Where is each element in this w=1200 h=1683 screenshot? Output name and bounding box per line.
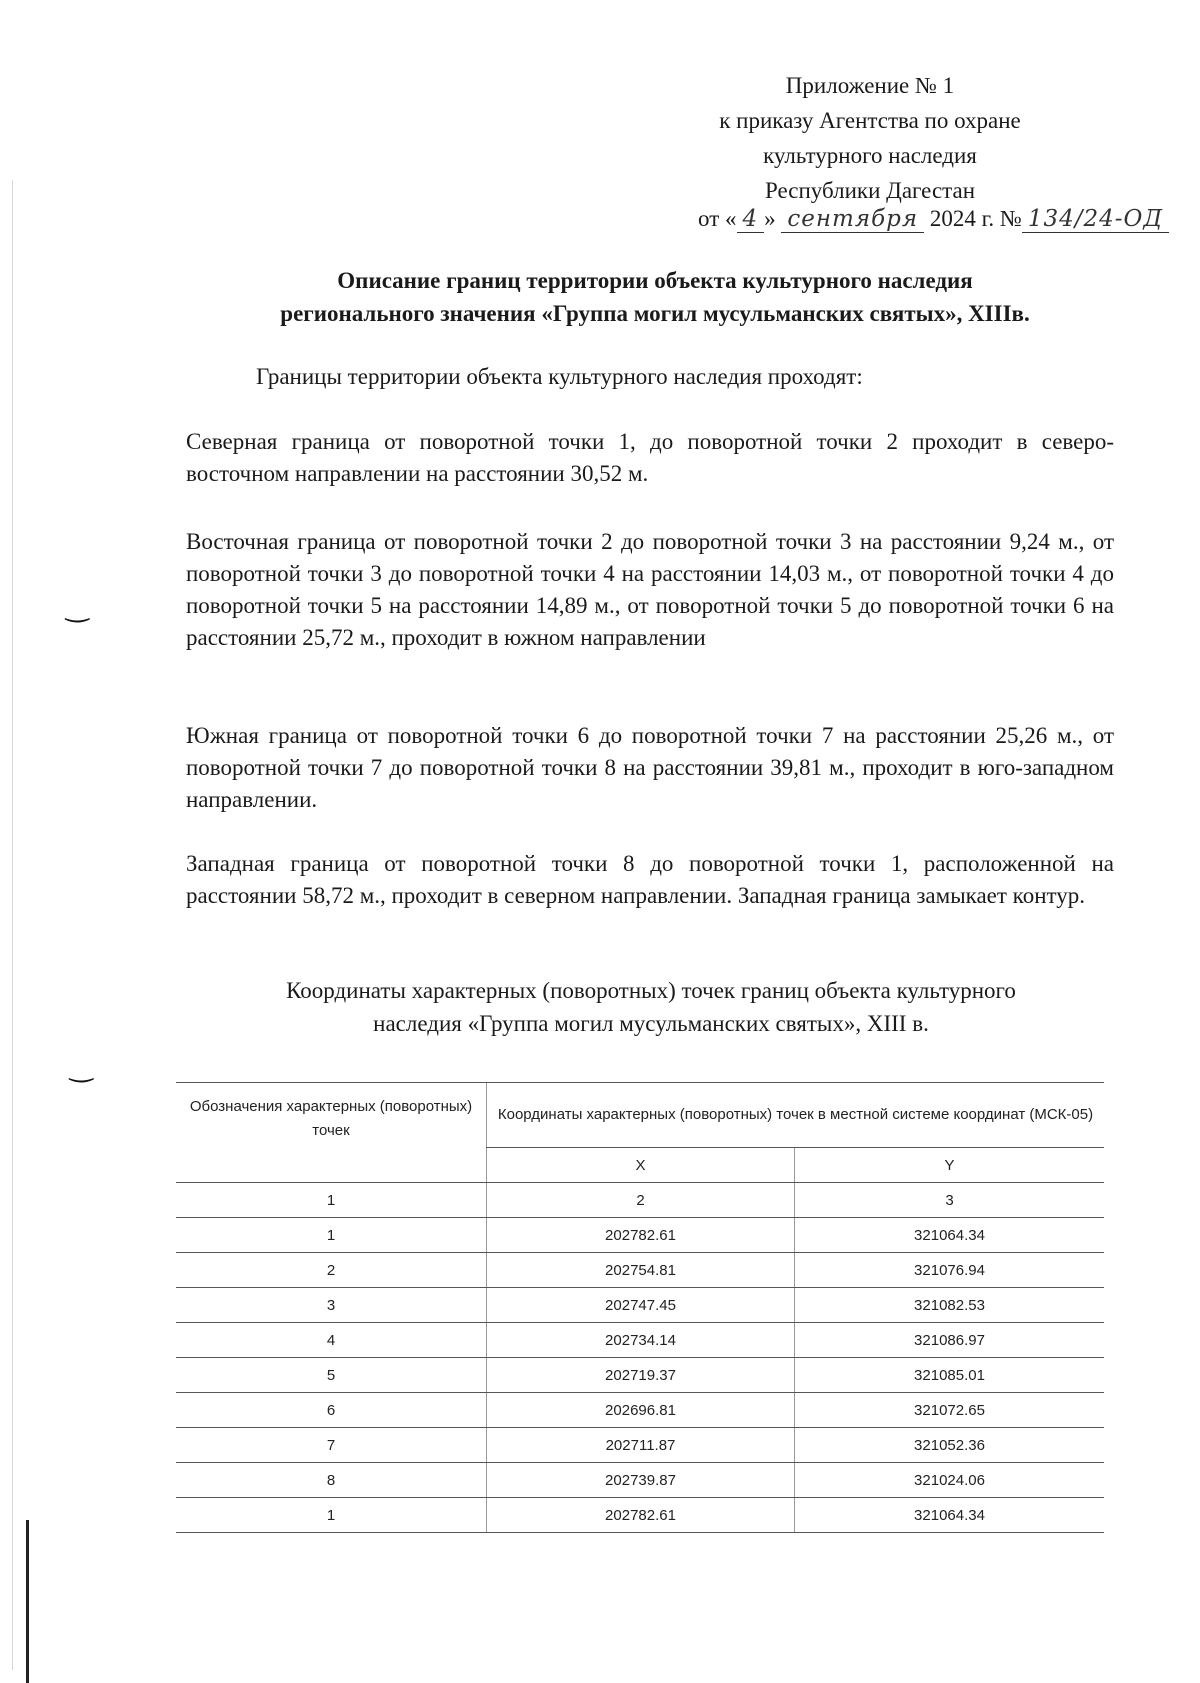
header-line: Приложение № 1 [785, 73, 955, 98]
y-cell: 321064.34 [795, 1498, 1105, 1533]
scan-edge-line [12, 180, 13, 1670]
caption-line: Координаты характерных (поворотных) точек границ объекта культурного [286, 978, 1016, 1003]
appendix-header [660, 68, 1080, 208]
numbering-cell: 2 [487, 1183, 795, 1218]
table-row [176, 1253, 1104, 1288]
point-cell: 7 [176, 1428, 487, 1463]
order-year: 2024 г. № [929, 206, 1022, 231]
x-cell: 202739.87 [487, 1463, 795, 1498]
x-cell: 202719.37 [487, 1358, 795, 1393]
header-line: культурного наследия [763, 143, 977, 168]
scan-smudge-mark: ‿ [70, 1052, 93, 1083]
south-boundary-paragraph: Южная граница от поворотной точки 6 до поворотной точки 7 на расстоянии 25,26 м., от поворотной точки 7 до поворотной точки 8 на расстоянии 39,81 м., проходит в юго-западном направлении. [186, 723, 1114, 812]
header-y: Y [795, 1148, 1105, 1183]
title-line: Описание границ территории объекта культурного наследия [337, 268, 973, 293]
west-boundary-paragraph: Западная граница от поворотной точки 8 до поворотной точки 1, расположенной на расстоянии 58,72 м., проходит в северном направлении. Западная граница замыкает контур. [186, 851, 1114, 908]
point-cell: 3 [176, 1288, 487, 1323]
order-day-handwritten: 4 [737, 206, 765, 233]
y-cell: 321024.06 [795, 1463, 1105, 1498]
order-month-handwritten: сентября [781, 206, 924, 233]
header-line: к приказу Агентства по охране [719, 108, 1021, 133]
table-row [176, 1428, 1104, 1463]
point-cell: 2 [176, 1253, 487, 1288]
y-cell: 321072.65 [795, 1393, 1105, 1428]
point-cell: 1 [176, 1498, 487, 1533]
x-cell: 202754.81 [487, 1253, 795, 1288]
table-row [176, 1218, 1104, 1253]
x-cell: 202782.61 [487, 1218, 795, 1253]
x-cell: 202734.14 [487, 1323, 795, 1358]
title-line: регионального значения «Группа могил мусульманских святых», XIIIв. [280, 301, 1030, 326]
table-header-row [176, 1083, 1104, 1148]
numbering-cell: 1 [176, 1183, 487, 1218]
point-cell: 8 [176, 1463, 487, 1498]
point-cell: 4 [176, 1323, 487, 1358]
coordinates-caption [206, 974, 1096, 1040]
x-cell: 202711.87 [487, 1428, 795, 1463]
x-cell: 202747.45 [487, 1288, 795, 1323]
order-number-handwritten: 134/24-ОД [1022, 206, 1169, 233]
x-cell: 202696.81 [487, 1393, 795, 1428]
caption-line: наследия «Группа могил мусульманских святых», XIII в. [373, 1011, 929, 1036]
point-cell: 5 [176, 1358, 487, 1393]
x-cell: 202782.61 [487, 1498, 795, 1533]
y-cell: 321086.97 [795, 1323, 1105, 1358]
document-title [190, 264, 1120, 330]
order-prefix: от « [698, 206, 737, 231]
y-cell: 321085.01 [795, 1358, 1105, 1393]
order-reference [698, 206, 1169, 233]
y-cell: 321064.34 [795, 1218, 1105, 1253]
scan-edge-line-dark [26, 1520, 29, 1683]
header-x: X [487, 1148, 795, 1183]
table-row [176, 1463, 1104, 1498]
intro-text: Границы территории объекта культурного наследия проходят: [256, 364, 863, 389]
east-boundary-paragraph: Восточная граница от поворотной точки 2 до поворотной точки 3 на расстоянии 9,24 м., от поворотной точки 3 до поворотной точки 4 на расстоянии 14,03 м., от поворотной точки 4 до поворотной точки 5 на расстоянии 14,89 м., от поворотной точки 5 до поворотной точки 6 на расстоянии 25,72 м., проходит в южном направлении [186, 529, 1114, 650]
point-cell: 6 [176, 1393, 487, 1428]
header-line: Республики Дагестан [765, 178, 975, 203]
table-row [176, 1323, 1104, 1358]
y-cell: 321082.53 [795, 1288, 1105, 1323]
coordinates-table [176, 1082, 1104, 1533]
table-row [176, 1498, 1104, 1533]
y-cell: 321076.94 [795, 1253, 1105, 1288]
y-cell: 321052.36 [795, 1428, 1105, 1463]
numbering-cell: 3 [795, 1183, 1105, 1218]
table-row [176, 1288, 1104, 1323]
north-boundary-paragraph: Северная граница от поворотной точки 1, до поворотной точки 2 проходит в северо-восточном направлении на расстоянии 30,52 м. [186, 429, 1114, 486]
point-cell: 1 [176, 1218, 487, 1253]
header-point-designation: Обозначения характерных (поворотных) точек [176, 1083, 487, 1183]
table-row [176, 1393, 1104, 1428]
table-numbering-row [176, 1183, 1104, 1218]
scan-smudge-mark: ‿ [66, 592, 89, 623]
order-mid: » [764, 206, 776, 231]
header-coordinates: Координаты характерных (поворотных) точек в местной системе координат (МСК-05) [487, 1083, 1105, 1148]
table-row [176, 1358, 1104, 1393]
